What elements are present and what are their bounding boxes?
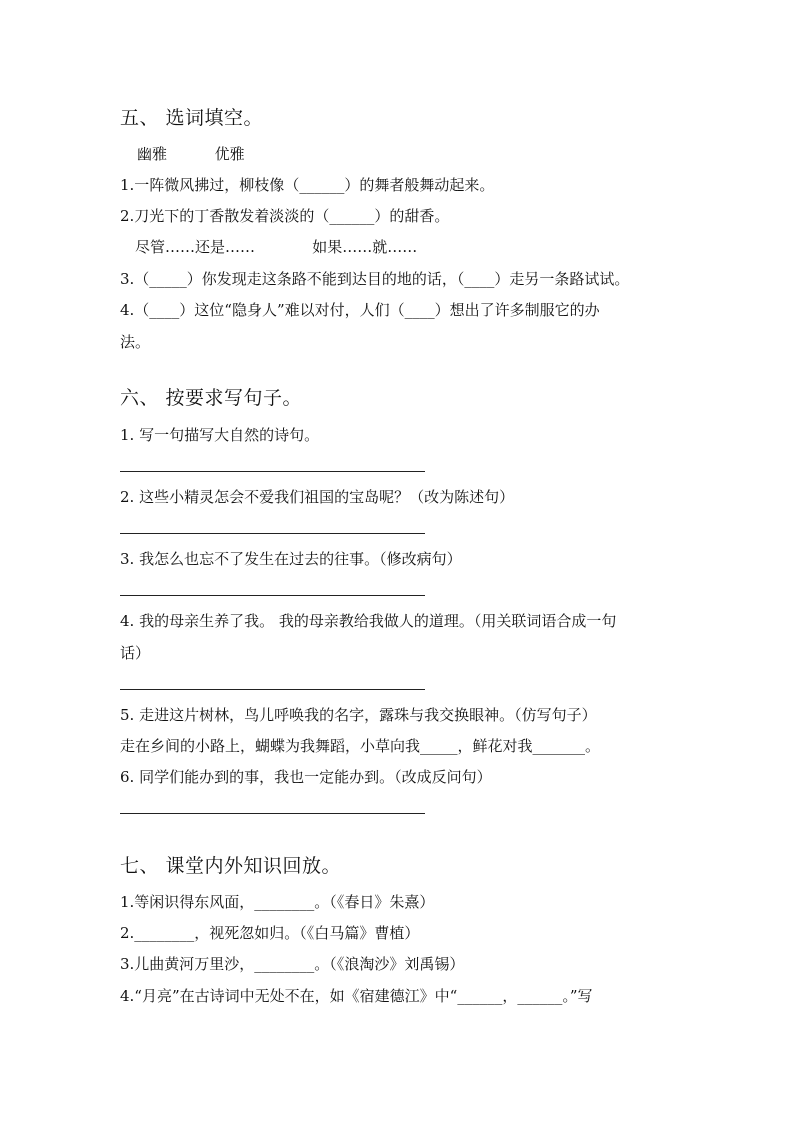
section-6-question-5-sentence: 走在乡间的小路上，蝴蝶为我舞蹈，小草向我_____，鲜花对我_______。 xyxy=(120,737,601,755)
section-6-question-3: 3. 我怎么也忘不了发生在过去的往事。（修改病句） xyxy=(120,550,462,568)
answer-line-6-2[interactable] xyxy=(120,533,425,534)
section-6-question-1: 1. 写一句描写大自然的诗句。 xyxy=(120,426,320,444)
answer-line-6-6[interactable] xyxy=(120,813,425,814)
section-5-question-2: 2.刀光下的丁香散发着淡淡的（______）的甜香。 xyxy=(120,207,450,225)
section-6-question-4-line-2: 话） xyxy=(120,644,151,662)
section-5-word-choices-2: 尽管……还是…… 如果……就…… xyxy=(135,238,418,256)
section-7-question-1: 1.等闲识得东风面，________。（《春日》朱熹） xyxy=(120,893,435,911)
answer-line-6-4[interactable] xyxy=(120,689,425,690)
section-7-question-3: 3.儿曲黄河万里沙，________。（《浪淘沙》刘禹锡） xyxy=(120,955,465,973)
section-6-question-6: 6. 同学们能办到的事，我也一定能办到。（改成反问句） xyxy=(120,768,492,786)
section-5-question-4-line-1: 4.（____）这位“隐身人”难以对付，人们（____）想出了许多制服它的办 xyxy=(120,301,600,319)
answer-line-6-3[interactable] xyxy=(120,595,425,596)
section-6-question-5: 5. 走进这片树林，鸟儿呼唤我的名字，露珠与我交换眼神。（仿写句子） xyxy=(120,706,597,724)
section-7-question-4: 4.“月亮”在古诗词中无处不在，如《宿建德江》中“______，______。”写 xyxy=(120,987,593,1005)
section-5-word-choices-1: 幽雅 优雅 xyxy=(137,145,245,163)
section-6-question-4-line-1: 4. 我的母亲生养了我。 我的母亲教给我做人的道理。（用关联词语合成一句 xyxy=(120,612,617,630)
section-6-question-2: 2. 这些小精灵怎会不爱我们祖国的宝岛呢？（改为陈述句） xyxy=(120,488,515,506)
section-5-question-1: 1.一阵微风拂过，柳枝像（______）的舞者般舞动起来。 xyxy=(120,176,495,194)
section-7-title: 七、 课堂内外知识回放。 xyxy=(120,855,342,877)
answer-line-6-1[interactable] xyxy=(120,471,425,472)
section-5-question-4-line-2: 法。 xyxy=(120,333,151,351)
section-6-title: 六、 按要求写句子。 xyxy=(120,387,303,409)
section-5-title: 五、 选词填空。 xyxy=(120,107,264,129)
section-7-question-2: 2.________，视死忽如归。（《白马篇》曹植） xyxy=(120,924,420,942)
section-5-question-3: 3.（_____）你发现走这条路不能到达目的地的话，（____）走另一条路试试。 xyxy=(120,270,630,288)
